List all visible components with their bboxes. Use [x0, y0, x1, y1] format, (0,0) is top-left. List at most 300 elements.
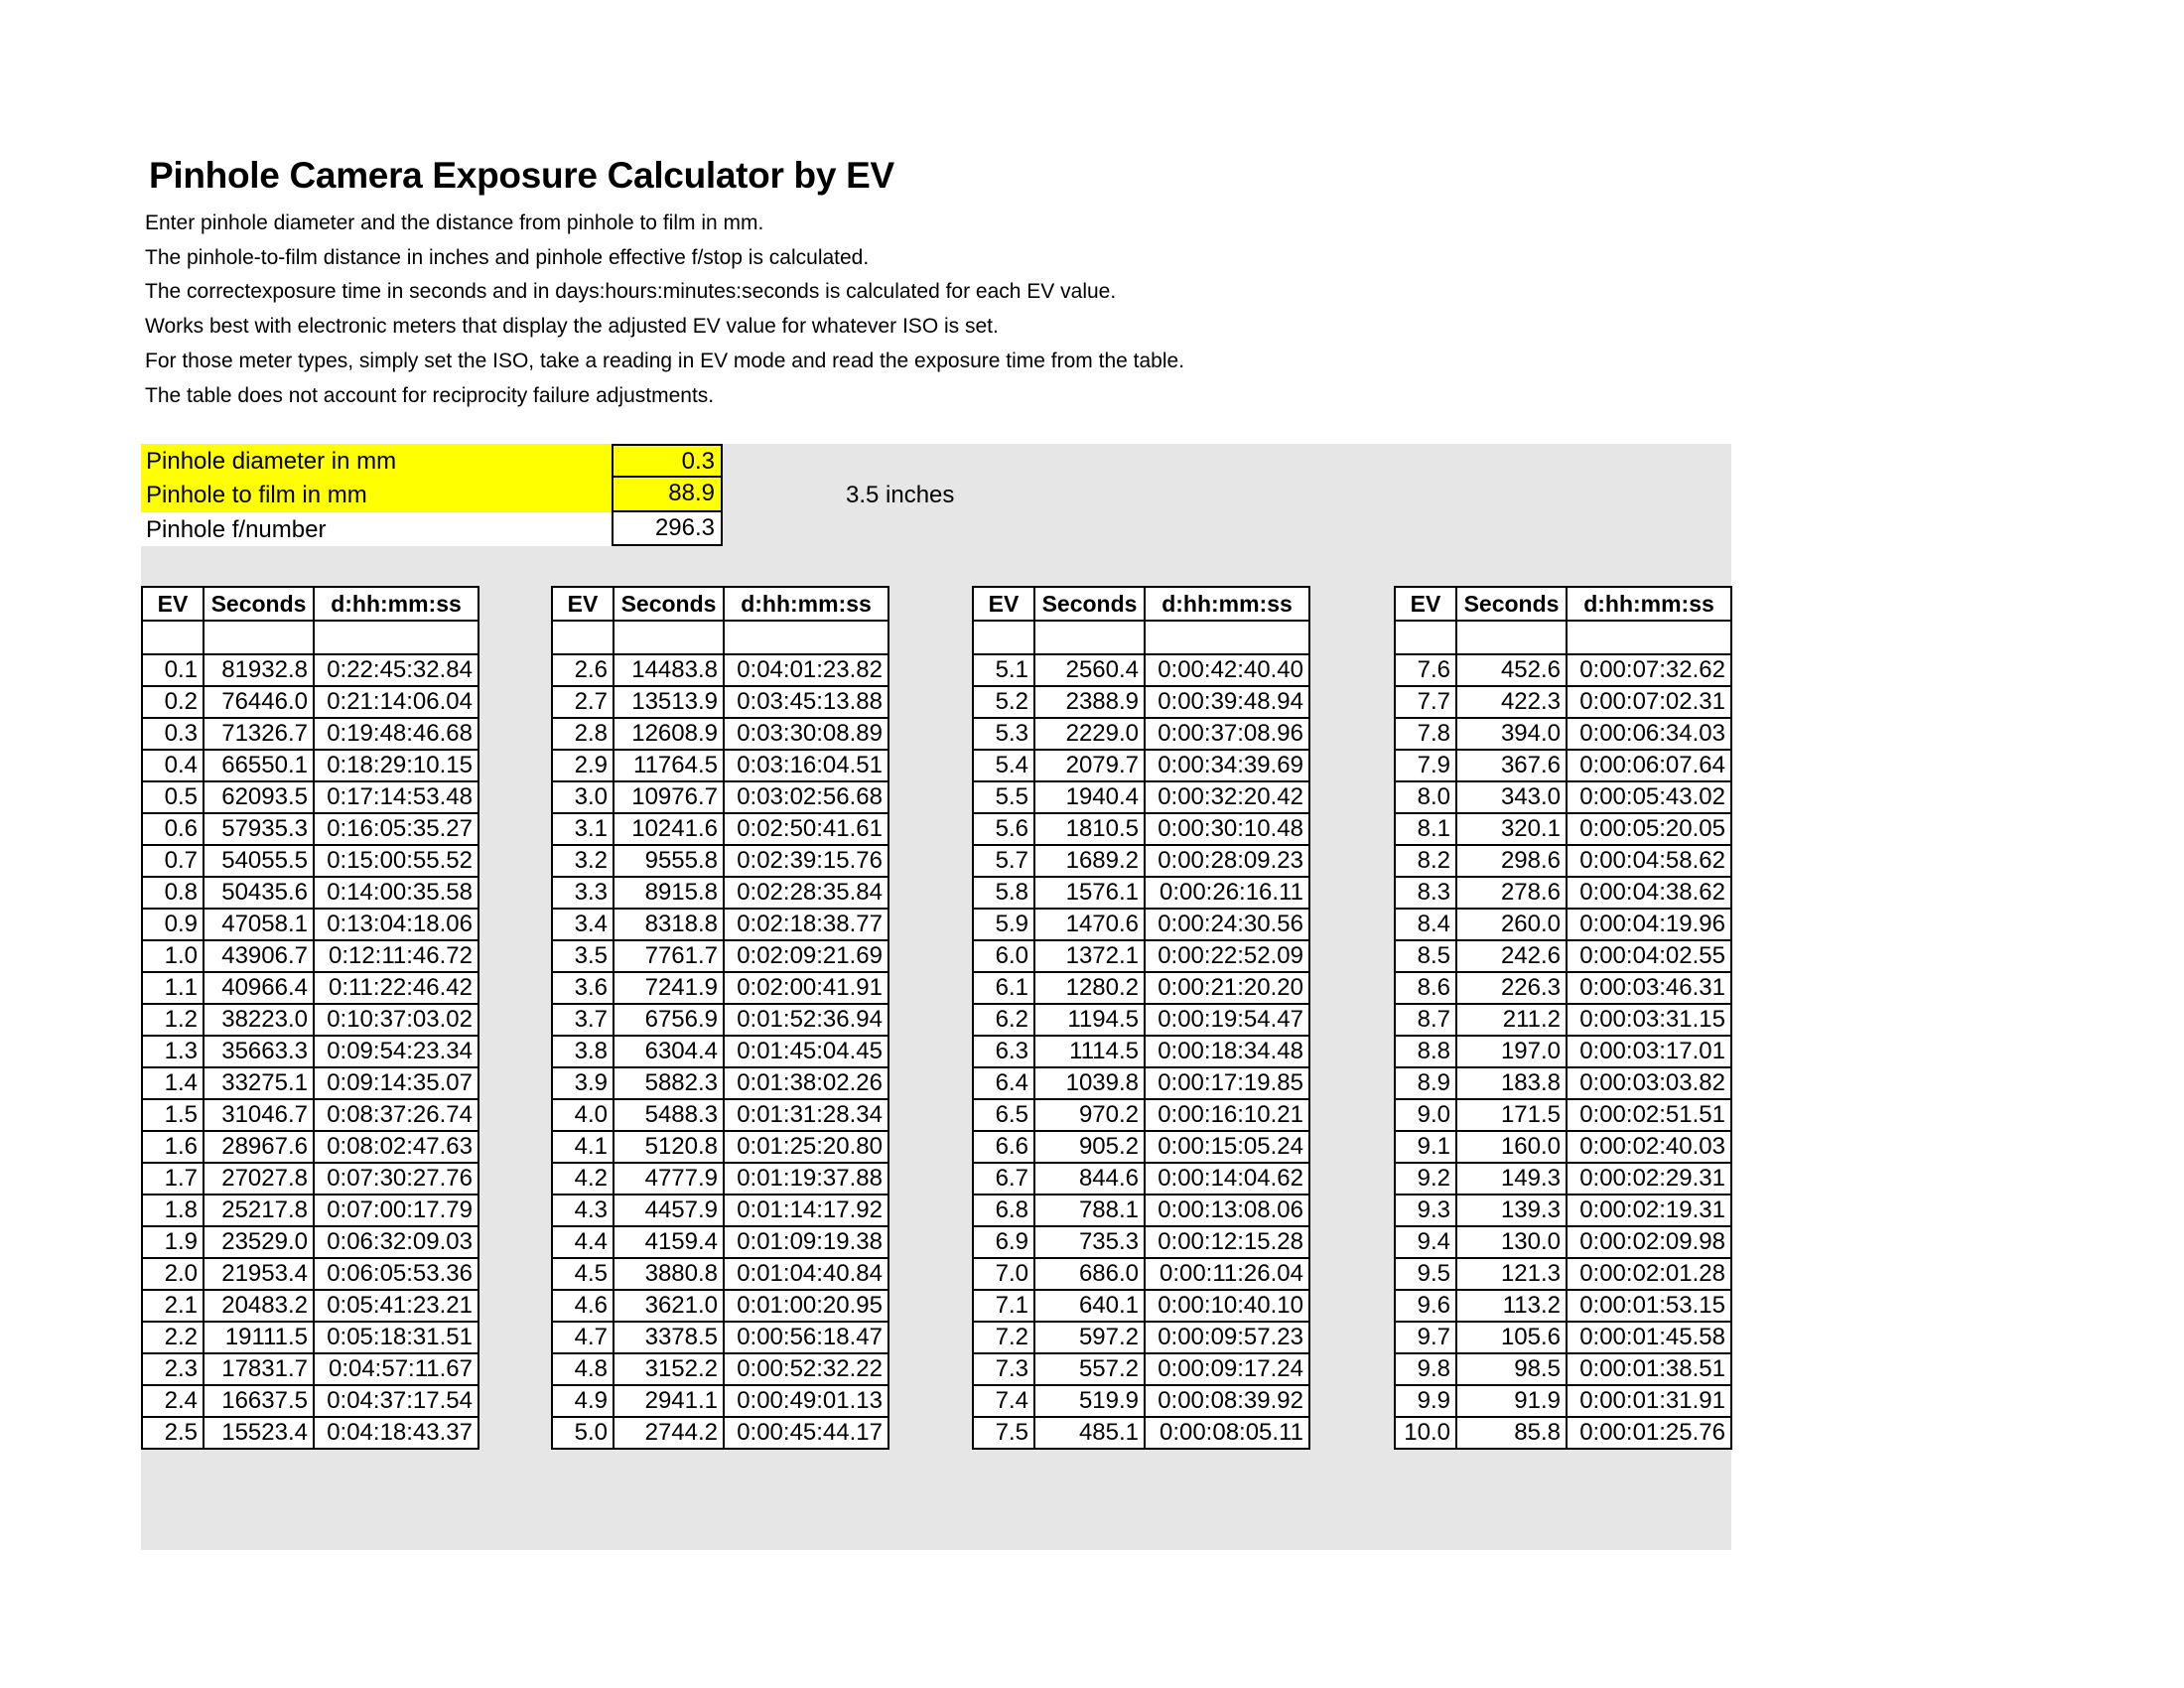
ev-cell: 5.7	[973, 845, 1034, 877]
fnumber-row	[141, 512, 723, 546]
seconds-cell: 35663.3	[204, 1036, 314, 1067]
time-cell: 0:00:26:16.11	[1145, 877, 1309, 909]
seconds-cell: 394.0	[1456, 718, 1567, 750]
time-cell: 0:00:01:31.91	[1567, 1385, 1731, 1417]
table-cell	[1456, 621, 1567, 654]
seconds-cell: 278.6	[1456, 877, 1567, 909]
ev-cell: 9.3	[1395, 1195, 1456, 1226]
ev-cell: 2.7	[552, 686, 614, 718]
diameter-label: Pinhole diameter in mm	[141, 444, 612, 478]
table-row	[1395, 1353, 1731, 1385]
time-cell: 0:00:01:38.51	[1567, 1353, 1731, 1385]
time-cell: 0:01:00:20.95	[724, 1290, 888, 1322]
ev-table-3	[972, 586, 1310, 1450]
table-row	[973, 813, 1309, 845]
ev-cell: 5.1	[973, 654, 1034, 686]
ev-cell: 4.7	[552, 1322, 614, 1353]
time-cell: 0:00:49:01.13	[724, 1385, 888, 1417]
seconds-cell: 6756.9	[614, 1004, 724, 1036]
time-cell: 0:04:37:17.54	[314, 1385, 478, 1417]
table-row	[1395, 1004, 1731, 1036]
table-row	[142, 813, 478, 845]
table-row	[552, 1004, 888, 1036]
column-header: d:hh:mm:ss	[724, 587, 888, 621]
table-row	[973, 1131, 1309, 1163]
table-row	[142, 1290, 478, 1322]
seconds-cell: 242.6	[1456, 940, 1567, 972]
seconds-cell: 485.1	[1034, 1417, 1145, 1449]
ev-cell: 5.6	[973, 813, 1034, 845]
table-row	[552, 1067, 888, 1099]
ev-cell: 8.0	[1395, 781, 1456, 813]
description-line: Works best with electronic meters that display the adjusted EV value for whatever ISO is set.	[145, 315, 999, 339]
time-cell: 0:00:17:19.85	[1145, 1067, 1309, 1099]
fnumber-label: Pinhole f/number	[141, 512, 612, 546]
ev-cell: 3.7	[552, 1004, 614, 1036]
seconds-cell: 260.0	[1456, 909, 1567, 940]
time-cell: 0:00:14:04.62	[1145, 1163, 1309, 1195]
ev-cell: 9.6	[1395, 1290, 1456, 1322]
description-line: For those meter types, simply set the ISO, take a reading in EV mode and read the exposure time from the table.	[145, 349, 1185, 372]
ev-cell: 5.4	[973, 750, 1034, 781]
table-row	[552, 1163, 888, 1195]
ev-cell: 6.4	[973, 1067, 1034, 1099]
time-cell: 0:03:30:08.89	[724, 718, 888, 750]
time-cell: 0:00:16:10.21	[1145, 1099, 1309, 1131]
seconds-cell: 1576.1	[1034, 877, 1145, 909]
seconds-cell: 1194.5	[1034, 1004, 1145, 1036]
seconds-cell: 130.0	[1456, 1226, 1567, 1258]
table-row	[142, 909, 478, 940]
time-cell: 0:15:00:55.52	[314, 845, 478, 877]
seconds-cell: 2079.7	[1034, 750, 1145, 781]
ev-cell: 7.3	[973, 1353, 1034, 1385]
table-row	[1395, 1322, 1731, 1353]
time-cell: 0:09:54:23.34	[314, 1036, 478, 1067]
time-cell: 0:00:03:31.15	[1567, 1004, 1731, 1036]
table-row	[973, 781, 1309, 813]
time-cell: 0:00:03:46.31	[1567, 972, 1731, 1004]
ev-cell: 6.8	[973, 1195, 1034, 1226]
blank-row	[552, 621, 888, 654]
table-row	[552, 845, 888, 877]
seconds-cell: 21953.4	[204, 1258, 314, 1290]
ev-cell: 2.3	[142, 1353, 204, 1385]
ev-cell: 3.3	[552, 877, 614, 909]
ev-cell: 2.2	[142, 1322, 204, 1353]
table-row	[552, 877, 888, 909]
table-row	[142, 781, 478, 813]
table-row	[552, 813, 888, 845]
time-cell: 0:00:15:05.24	[1145, 1131, 1309, 1163]
table-row	[973, 940, 1309, 972]
seconds-cell: 139.3	[1456, 1195, 1567, 1226]
time-cell: 0:10:37:03.02	[314, 1004, 478, 1036]
table-header-row	[142, 587, 478, 621]
table-header-row	[1395, 587, 1731, 621]
ev-cell: 3.2	[552, 845, 614, 877]
table-row	[552, 1322, 888, 1353]
ev-cell: 0.1	[142, 654, 204, 686]
blank-row	[973, 621, 1309, 654]
table-row	[552, 1036, 888, 1067]
seconds-cell: 66550.1	[204, 750, 314, 781]
page-title: Pinhole Camera Exposure Calculator by EV	[149, 155, 894, 196]
table-row	[142, 1099, 478, 1131]
table-row	[1395, 845, 1731, 877]
seconds-cell: 17831.7	[204, 1353, 314, 1385]
time-cell: 0:00:04:19.96	[1567, 909, 1731, 940]
time-cell: 0:00:56:18.47	[724, 1322, 888, 1353]
table-row	[973, 1099, 1309, 1131]
ev-cell: 3.8	[552, 1036, 614, 1067]
seconds-cell: 10976.7	[614, 781, 724, 813]
seconds-cell: 98.5	[1456, 1353, 1567, 1385]
time-cell: 0:00:11:26.04	[1145, 1258, 1309, 1290]
table-row	[142, 1195, 478, 1226]
time-cell: 0:00:04:38.62	[1567, 877, 1731, 909]
time-cell: 0:00:37:08.96	[1145, 718, 1309, 750]
ev-cell: 6.1	[973, 972, 1034, 1004]
column-header: d:hh:mm:ss	[1145, 587, 1309, 621]
table-row	[1395, 1258, 1731, 1290]
table-row	[973, 1258, 1309, 1290]
time-cell: 0:00:32:20.42	[1145, 781, 1309, 813]
table-row	[973, 750, 1309, 781]
seconds-cell: 452.6	[1456, 654, 1567, 686]
ev-cell: 8.1	[1395, 813, 1456, 845]
table-row	[1395, 1067, 1731, 1099]
table-row	[973, 1163, 1309, 1195]
time-cell: 0:00:28:09.23	[1145, 845, 1309, 877]
table-row	[552, 909, 888, 940]
seconds-cell: 640.1	[1034, 1290, 1145, 1322]
seconds-cell: 149.3	[1456, 1163, 1567, 1195]
time-cell: 0:00:02:09.98	[1567, 1226, 1731, 1258]
table-row	[973, 1195, 1309, 1226]
table-row	[552, 1131, 888, 1163]
description-line: The pinhole-to-film distance in inches and pinhole effective f/stop is calculated.	[145, 245, 870, 269]
table-row	[1395, 972, 1731, 1004]
seconds-cell: 57935.3	[204, 813, 314, 845]
time-cell: 0:21:14:06.04	[314, 686, 478, 718]
time-cell: 0:00:24:30.56	[1145, 909, 1309, 940]
time-cell: 0:08:37:26.74	[314, 1099, 478, 1131]
time-cell: 0:00:03:03.82	[1567, 1067, 1731, 1099]
seconds-cell: 91.9	[1456, 1385, 1567, 1417]
time-cell: 0:00:01:45.58	[1567, 1322, 1731, 1353]
blank-row	[142, 621, 478, 654]
table-row	[1395, 940, 1731, 972]
time-cell: 0:12:11:46.72	[314, 940, 478, 972]
seconds-cell: 3152.2	[614, 1353, 724, 1385]
table-row	[552, 1353, 888, 1385]
seconds-cell: 50435.6	[204, 877, 314, 909]
time-cell: 0:03:16:04.51	[724, 750, 888, 781]
seconds-cell: 71326.7	[204, 718, 314, 750]
table-row	[1395, 718, 1731, 750]
table-row	[142, 845, 478, 877]
time-cell: 0:03:02:56.68	[724, 781, 888, 813]
seconds-cell: 12608.9	[614, 718, 724, 750]
ev-cell: 7.0	[973, 1258, 1034, 1290]
time-cell: 0:05:41:23.21	[314, 1290, 478, 1322]
time-cell: 0:00:30:10.48	[1145, 813, 1309, 845]
column-header: d:hh:mm:ss	[314, 587, 478, 621]
time-cell: 0:01:52:36.94	[724, 1004, 888, 1036]
ev-cell: 3.5	[552, 940, 614, 972]
seconds-cell: 597.2	[1034, 1322, 1145, 1353]
ev-cell: 8.7	[1395, 1004, 1456, 1036]
time-cell: 0:00:34:39.69	[1145, 750, 1309, 781]
table-row	[1395, 1036, 1731, 1067]
seconds-cell: 519.9	[1034, 1385, 1145, 1417]
column-header: d:hh:mm:ss	[1567, 587, 1731, 621]
table-row	[1395, 1226, 1731, 1258]
seconds-cell: 54055.5	[204, 845, 314, 877]
table-row	[973, 972, 1309, 1004]
ev-cell: 1.7	[142, 1163, 204, 1195]
seconds-cell: 844.6	[1034, 1163, 1145, 1195]
seconds-cell: 5120.8	[614, 1131, 724, 1163]
seconds-cell: 15523.4	[204, 1417, 314, 1449]
table-cell	[204, 621, 314, 654]
ev-cell: 2.6	[552, 654, 614, 686]
ev-cell: 3.0	[552, 781, 614, 813]
time-cell: 0:00:22:52.09	[1145, 940, 1309, 972]
seconds-cell: 47058.1	[204, 909, 314, 940]
seconds-cell: 11764.5	[614, 750, 724, 781]
ev-cell: 8.8	[1395, 1036, 1456, 1067]
ev-cell: 5.3	[973, 718, 1034, 750]
ev-cell: 7.7	[1395, 686, 1456, 718]
seconds-cell: 788.1	[1034, 1195, 1145, 1226]
seconds-cell: 1470.6	[1034, 909, 1145, 940]
table-row	[1395, 1131, 1731, 1163]
seconds-cell: 197.0	[1456, 1036, 1567, 1067]
ev-cell: 3.4	[552, 909, 614, 940]
seconds-cell: 2744.2	[614, 1417, 724, 1449]
table-row	[142, 1004, 478, 1036]
time-cell: 0:14:00:35.58	[314, 877, 478, 909]
time-cell: 0:00:42:40.40	[1145, 654, 1309, 686]
table-row	[552, 686, 888, 718]
ev-cell: 7.8	[1395, 718, 1456, 750]
seconds-cell: 160.0	[1456, 1131, 1567, 1163]
seconds-cell: 28967.6	[204, 1131, 314, 1163]
table-row	[142, 1353, 478, 1385]
seconds-cell: 226.3	[1456, 972, 1567, 1004]
ev-cell: 9.2	[1395, 1163, 1456, 1195]
time-cell: 0:09:14:35.07	[314, 1067, 478, 1099]
ev-cell: 2.0	[142, 1258, 204, 1290]
seconds-cell: 320.1	[1456, 813, 1567, 845]
time-cell: 0:01:45:04.45	[724, 1036, 888, 1067]
time-cell: 0:07:30:27.76	[314, 1163, 478, 1195]
column-header: EV	[552, 587, 614, 621]
time-cell: 0:00:02:19.31	[1567, 1195, 1731, 1226]
time-cell: 0:00:13:08.06	[1145, 1195, 1309, 1226]
time-cell: 0:04:18:43.37	[314, 1417, 478, 1449]
ev-table-4	[1394, 586, 1732, 1450]
distance-input[interactable]: 88.9	[612, 478, 723, 511]
seconds-cell: 1810.5	[1034, 813, 1145, 845]
seconds-cell: 14483.8	[614, 654, 724, 686]
table-row	[973, 845, 1309, 877]
description-line: The correctexposure time in seconds and in days:hours:minutes:seconds is calculated for each EV value.	[145, 280, 1117, 304]
time-cell: 0:00:07:32.62	[1567, 654, 1731, 686]
time-cell: 0:03:45:13.88	[724, 686, 888, 718]
time-cell: 0:00:06:07.64	[1567, 750, 1731, 781]
time-cell: 0:06:32:09.03	[314, 1226, 478, 1258]
ev-cell: 5.2	[973, 686, 1034, 718]
seconds-cell: 1372.1	[1034, 940, 1145, 972]
ev-cell: 0.8	[142, 877, 204, 909]
table-row	[552, 1099, 888, 1131]
table-row	[552, 1290, 888, 1322]
column-header: EV	[142, 587, 204, 621]
ev-cell: 8.3	[1395, 877, 1456, 909]
seconds-cell: 13513.9	[614, 686, 724, 718]
table-row	[1395, 813, 1731, 845]
table-row	[973, 1004, 1309, 1036]
table-row	[552, 718, 888, 750]
ev-cell: 0.4	[142, 750, 204, 781]
time-cell: 0:00:09:57.23	[1145, 1322, 1309, 1353]
ev-cell: 5.9	[973, 909, 1034, 940]
seconds-cell: 183.8	[1456, 1067, 1567, 1099]
time-cell: 0:02:09:21.69	[724, 940, 888, 972]
seconds-cell: 31046.7	[204, 1099, 314, 1131]
seconds-cell: 1280.2	[1034, 972, 1145, 1004]
ev-cell: 7.2	[973, 1322, 1034, 1353]
ev-cell: 5.5	[973, 781, 1034, 813]
time-cell: 0:11:22:46.42	[314, 972, 478, 1004]
ev-cell: 2.9	[552, 750, 614, 781]
diameter-input[interactable]: 0.3	[612, 444, 723, 478]
time-cell: 0:00:02:01.28	[1567, 1258, 1731, 1290]
table-row	[552, 1417, 888, 1449]
seconds-cell: 211.2	[1456, 1004, 1567, 1036]
time-cell: 0:22:45:32.84	[314, 654, 478, 686]
seconds-cell: 16637.5	[204, 1385, 314, 1417]
ev-cell: 4.2	[552, 1163, 614, 1195]
ev-cell: 4.1	[552, 1131, 614, 1163]
table-cell	[1034, 621, 1145, 654]
table-row	[973, 1290, 1309, 1322]
ev-cell: 7.4	[973, 1385, 1034, 1417]
ev-cell: 4.3	[552, 1195, 614, 1226]
ev-cell: 2.1	[142, 1290, 204, 1322]
seconds-cell: 25217.8	[204, 1195, 314, 1226]
table-row	[973, 1353, 1309, 1385]
table-row	[142, 1322, 478, 1353]
ev-cell: 6.3	[973, 1036, 1034, 1067]
seconds-cell: 3880.8	[614, 1258, 724, 1290]
ev-cell: 1.6	[142, 1131, 204, 1163]
seconds-cell: 7241.9	[614, 972, 724, 1004]
ev-cell: 9.1	[1395, 1131, 1456, 1163]
ev-cell: 7.9	[1395, 750, 1456, 781]
table-row	[1395, 877, 1731, 909]
ev-cell: 4.9	[552, 1385, 614, 1417]
time-cell: 0:01:04:40.84	[724, 1258, 888, 1290]
table-row	[552, 781, 888, 813]
time-cell: 0:00:12:15.28	[1145, 1226, 1309, 1258]
ev-cell: 8.2	[1395, 845, 1456, 877]
seconds-cell: 38223.0	[204, 1004, 314, 1036]
time-cell: 0:01:09:19.38	[724, 1226, 888, 1258]
ev-table-1	[141, 586, 479, 1450]
ev-cell: 6.0	[973, 940, 1034, 972]
table-row	[973, 686, 1309, 718]
ev-cell: 0.2	[142, 686, 204, 718]
ev-cell: 0.7	[142, 845, 204, 877]
seconds-cell: 121.3	[1456, 1258, 1567, 1290]
time-cell: 0:17:14:53.48	[314, 781, 478, 813]
ev-cell: 0.6	[142, 813, 204, 845]
seconds-cell: 4777.9	[614, 1163, 724, 1195]
seconds-cell: 105.6	[1456, 1322, 1567, 1353]
column-header: Seconds	[1456, 587, 1567, 621]
time-cell: 0:01:38:02.26	[724, 1067, 888, 1099]
table-row	[142, 1258, 478, 1290]
table-row	[973, 1036, 1309, 1067]
table-row	[552, 972, 888, 1004]
table-row	[973, 1417, 1309, 1449]
seconds-cell: 81932.8	[204, 654, 314, 686]
seconds-cell: 171.5	[1456, 1099, 1567, 1131]
time-cell: 0:00:01:25.76	[1567, 1417, 1731, 1449]
column-header: EV	[1395, 587, 1456, 621]
distance-label: Pinhole to film in mm	[141, 478, 612, 511]
table-row	[973, 877, 1309, 909]
table-row	[142, 1417, 478, 1449]
table-row	[142, 1226, 478, 1258]
time-cell: 0:02:28:35.84	[724, 877, 888, 909]
table-header-row	[973, 587, 1309, 621]
time-cell: 0:04:01:23.82	[724, 654, 888, 686]
column-header: Seconds	[204, 587, 314, 621]
ev-cell: 4.6	[552, 1290, 614, 1322]
seconds-cell: 298.6	[1456, 845, 1567, 877]
table-cell	[1145, 621, 1309, 654]
ev-cell: 1.4	[142, 1067, 204, 1099]
table-row	[142, 877, 478, 909]
ev-cell: 6.6	[973, 1131, 1034, 1163]
time-cell: 0:08:02:47.63	[314, 1131, 478, 1163]
time-cell: 0:00:10:40.10	[1145, 1290, 1309, 1322]
ev-cell: 8.9	[1395, 1067, 1456, 1099]
table-cell	[614, 621, 724, 654]
table-row	[552, 940, 888, 972]
seconds-cell: 62093.5	[204, 781, 314, 813]
time-cell: 0:02:39:15.76	[724, 845, 888, 877]
time-cell: 0:01:25:20.80	[724, 1131, 888, 1163]
table-row	[1395, 1099, 1731, 1131]
seconds-cell: 85.8	[1456, 1417, 1567, 1449]
table-cell	[1567, 621, 1731, 654]
ev-cell: 9.8	[1395, 1353, 1456, 1385]
ev-cell: 6.9	[973, 1226, 1034, 1258]
ev-cell: 2.4	[142, 1385, 204, 1417]
table-cell	[142, 621, 204, 654]
description-line: Enter pinhole diameter and the distance from pinhole to film in mm.	[145, 211, 764, 234]
ev-cell: 7.5	[973, 1417, 1034, 1449]
seconds-cell: 2941.1	[614, 1385, 724, 1417]
time-cell: 0:00:04:02.55	[1567, 940, 1731, 972]
ev-cell: 2.8	[552, 718, 614, 750]
